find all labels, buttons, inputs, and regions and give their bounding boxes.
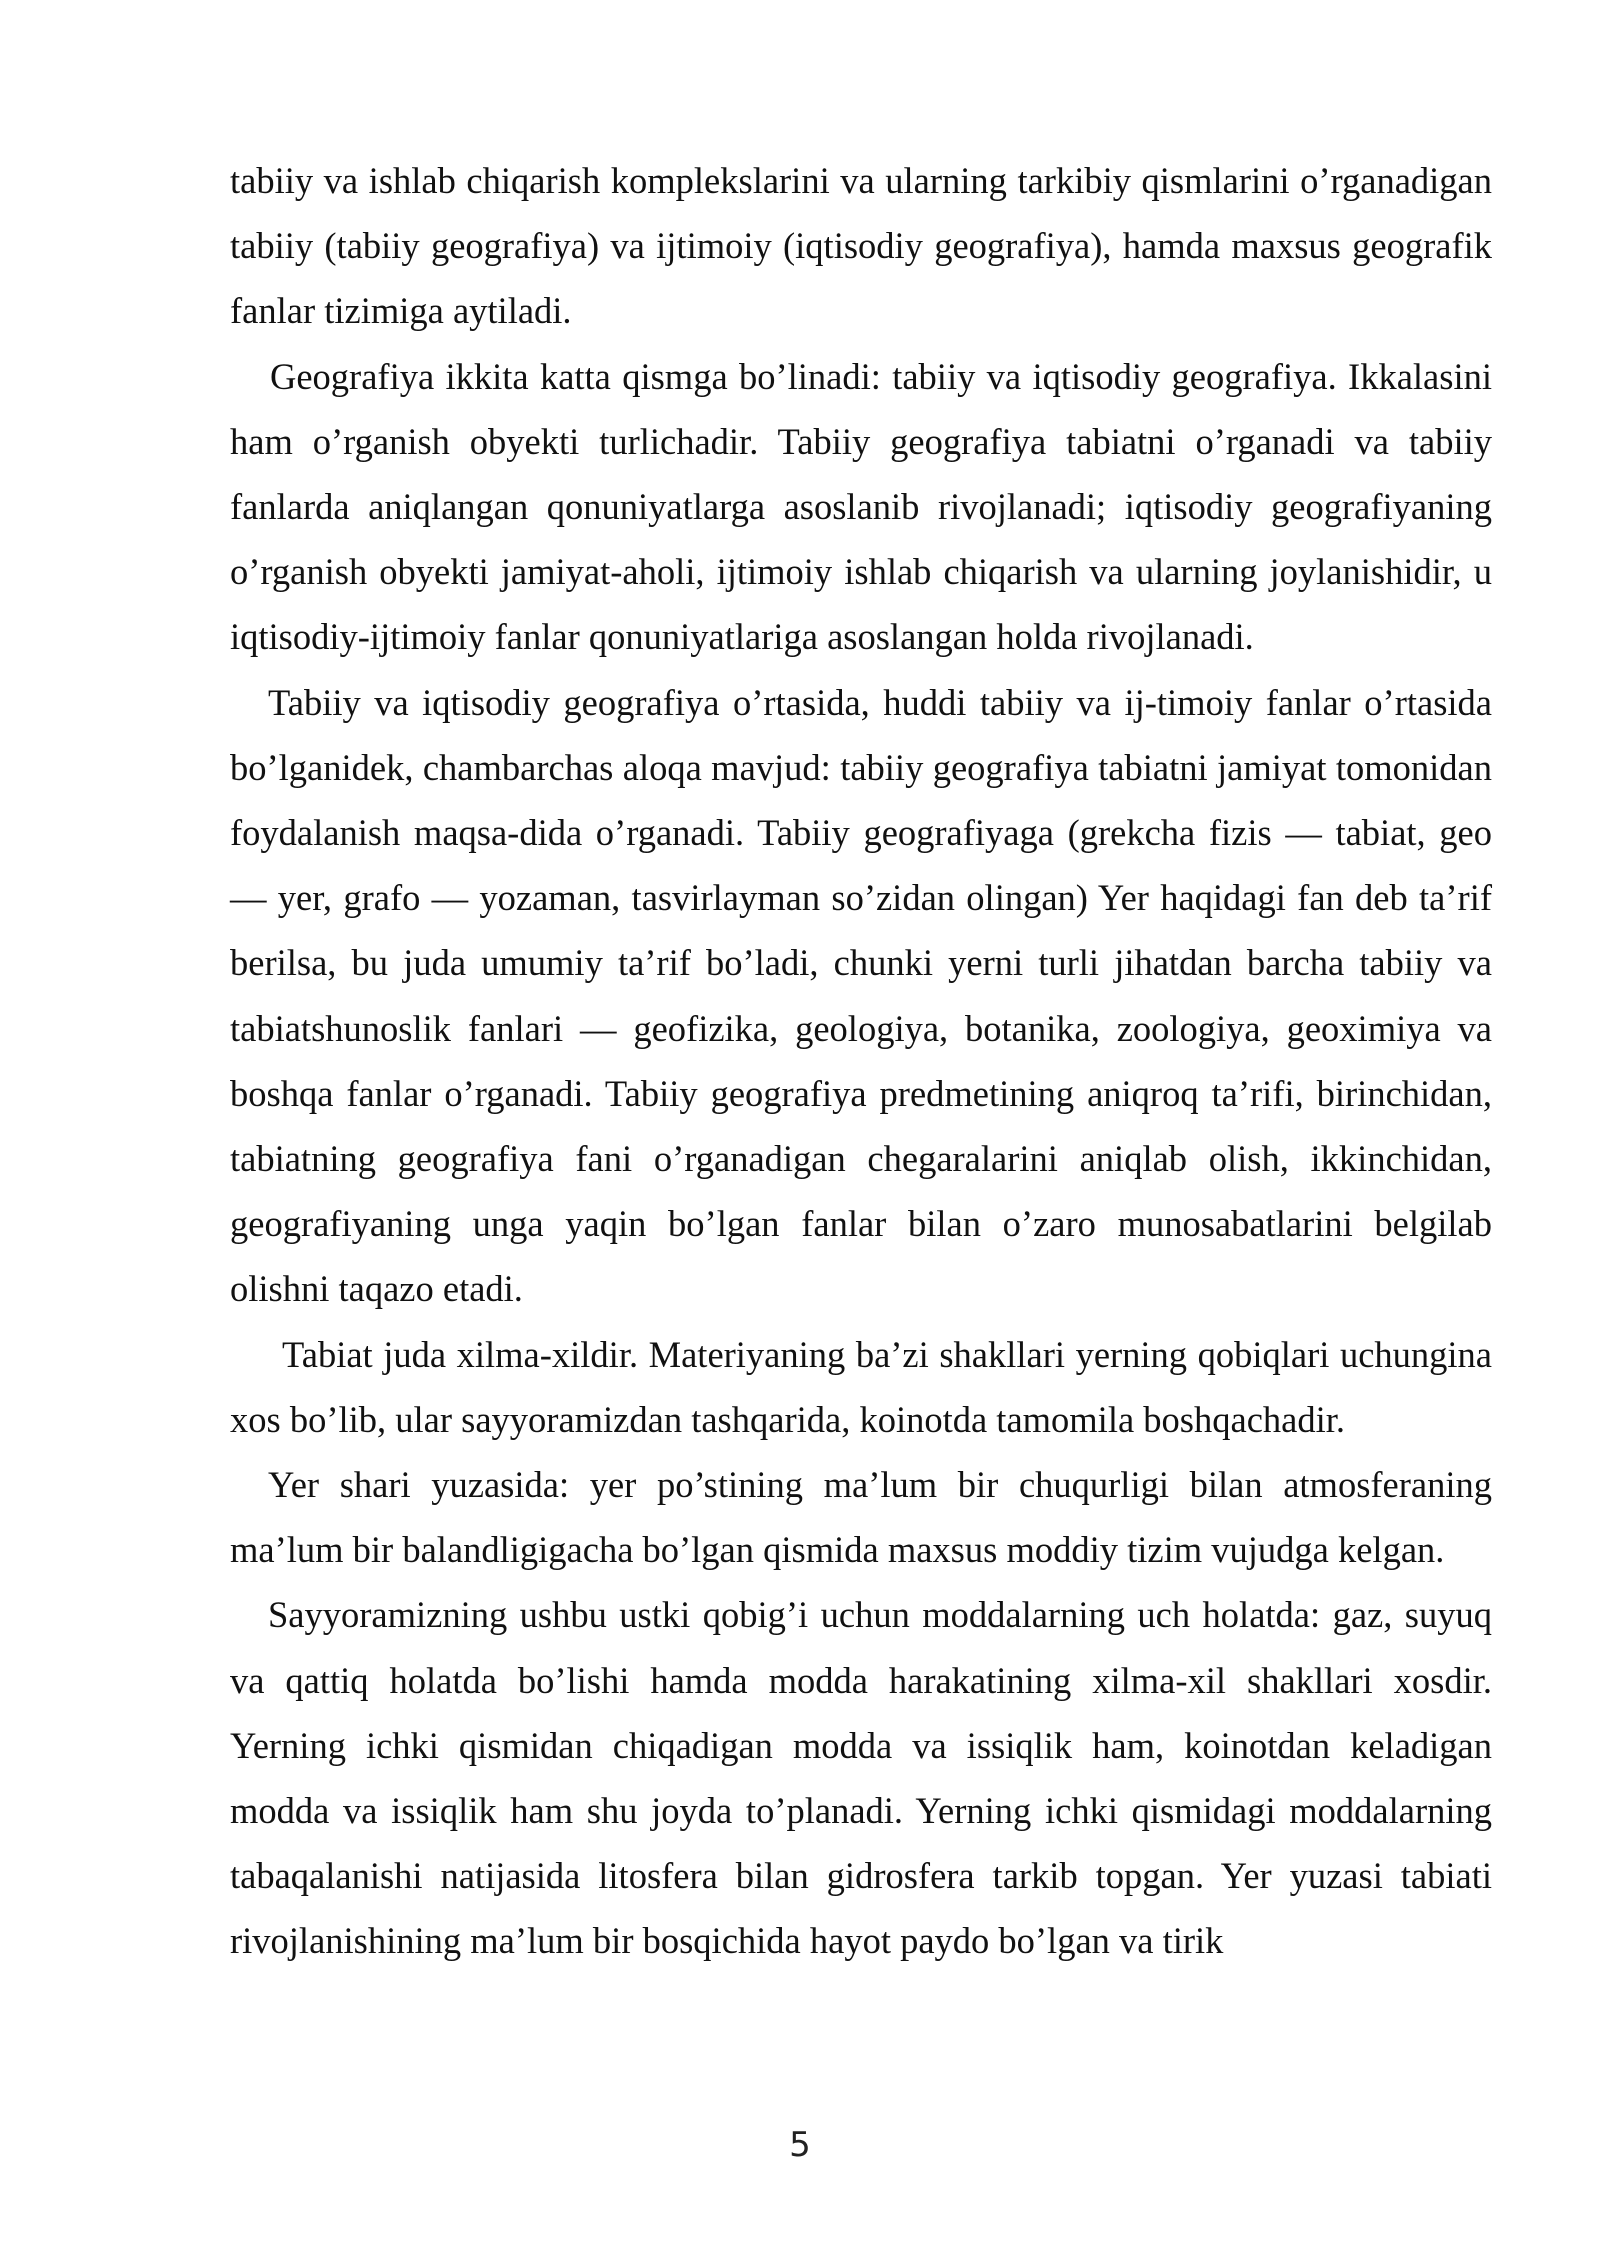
paragraph-1: tabiiy va ishlab chiqarish komplekslarini va ularning tarkibiy qismlarini o’rganadigan tabiiy (tabiiy geografiya) va ijtimoiy (iqtisodiy geografiya), hamda maxsus geografik fanlar tizimiga aytiladi. bbox=[230, 160, 1492, 332]
paragraph-3: Tabiiy va iqtisodiy geografiya o’rtasida, huddi tabiiy va ij-timoiy fanlar o’rtasida bo’lganidek, chambarchas aloqa mavjud: tabiiy geografiya tabiatni jamiyat tomonidan foydalanish maqsa-dida o’rganadi. Tabiiy geografiyaga (grekcha fizis — tabiat, geo — yer, grafo — yozaman, tasvirlayman so’zidan olingan) Yer haqidagi fan deb ta’rif berilsa, bu juda umumiy ta’rif bo’ladi, chunki yerni turli jihatdan barcha tabiiy va tabiatshunoslik fanlari — geofizika, geologiya, botanika, zoologiya, geoximiya va boshqa fanlar o’rganadi. Tabiiy geografiya predmetining aniqroq ta’rifi, birinchidan, tabiatning geografiya fani o’rganadigan chegaralarini aniqlab olish, ikkinchidan, geografiyaning unga yaqin bo’lgan fanlar bilan o’zaro munosabatlarini belgilab olishni taqazo etadi. bbox=[230, 681, 1492, 1310]
body-text bbox=[230, 148, 1492, 1974]
paragraph-4: Tabiat juda xilma-xildir. Materiyaning ba’zi shakllari yerning qobiqlari uchungina xos bo’lib, ular sayyoramizdan tashqarida, koinotda tamomila boshqachadir. bbox=[230, 1333, 1492, 1440]
paragraph-5: Yer shari yuzasida: yer po’stining ma’lum bir chuqurligi bilan atmosferaning ma’lum bir balandligigacha bo’lgan qismida maxsus moddiy tizim vujudga kelgan. bbox=[230, 1464, 1492, 1571]
page-number: 5 bbox=[789, 2125, 811, 2165]
paragraph-6: Sayyoramizning ushbu ustki qobig’i uchun moddalarning uch holatda: gaz, suyuq va qattiq holatda bo’lishi hamda modda harakatining xilma-xil shakllari xosdir. Yerning ichki qismidan chiqadigan modda va issiqlik ham, koinotdan keladigan modda va issiqlik ham shu joyda to’planadi. Yerning ichki qismidagi moddalarning tabaqalanishi natijasida litosfera bilan gidrosfera tarkib topgan. Yer yuzasi tabiati rivojlanishining ma’lum bir bosqichida hayot paydo bo’lgan va tirik bbox=[230, 1594, 1492, 1962]
paragraph-2: Geografiya ikkita katta qismga bo’linadi: tabiiy va iqtisodiy geografiya. Ikkalasini ham o’rganish obyekti turlichadir. Tabiiy geografiya tabiatni o’rganadi va tabiiy fanlarda aniqlangan qonuniyatlarga asoslanib rivojlanadi; iqtisodiy geografiyaning o’rganish obyekti jamiyat-aholi, ijtimoiy ishlab chiqarish va ularning joylanishidir, u iqtisodiy-ijtimoiy fanlar qonuniyatlariga asoslangan holda rivojlanadi. bbox=[230, 355, 1492, 658]
